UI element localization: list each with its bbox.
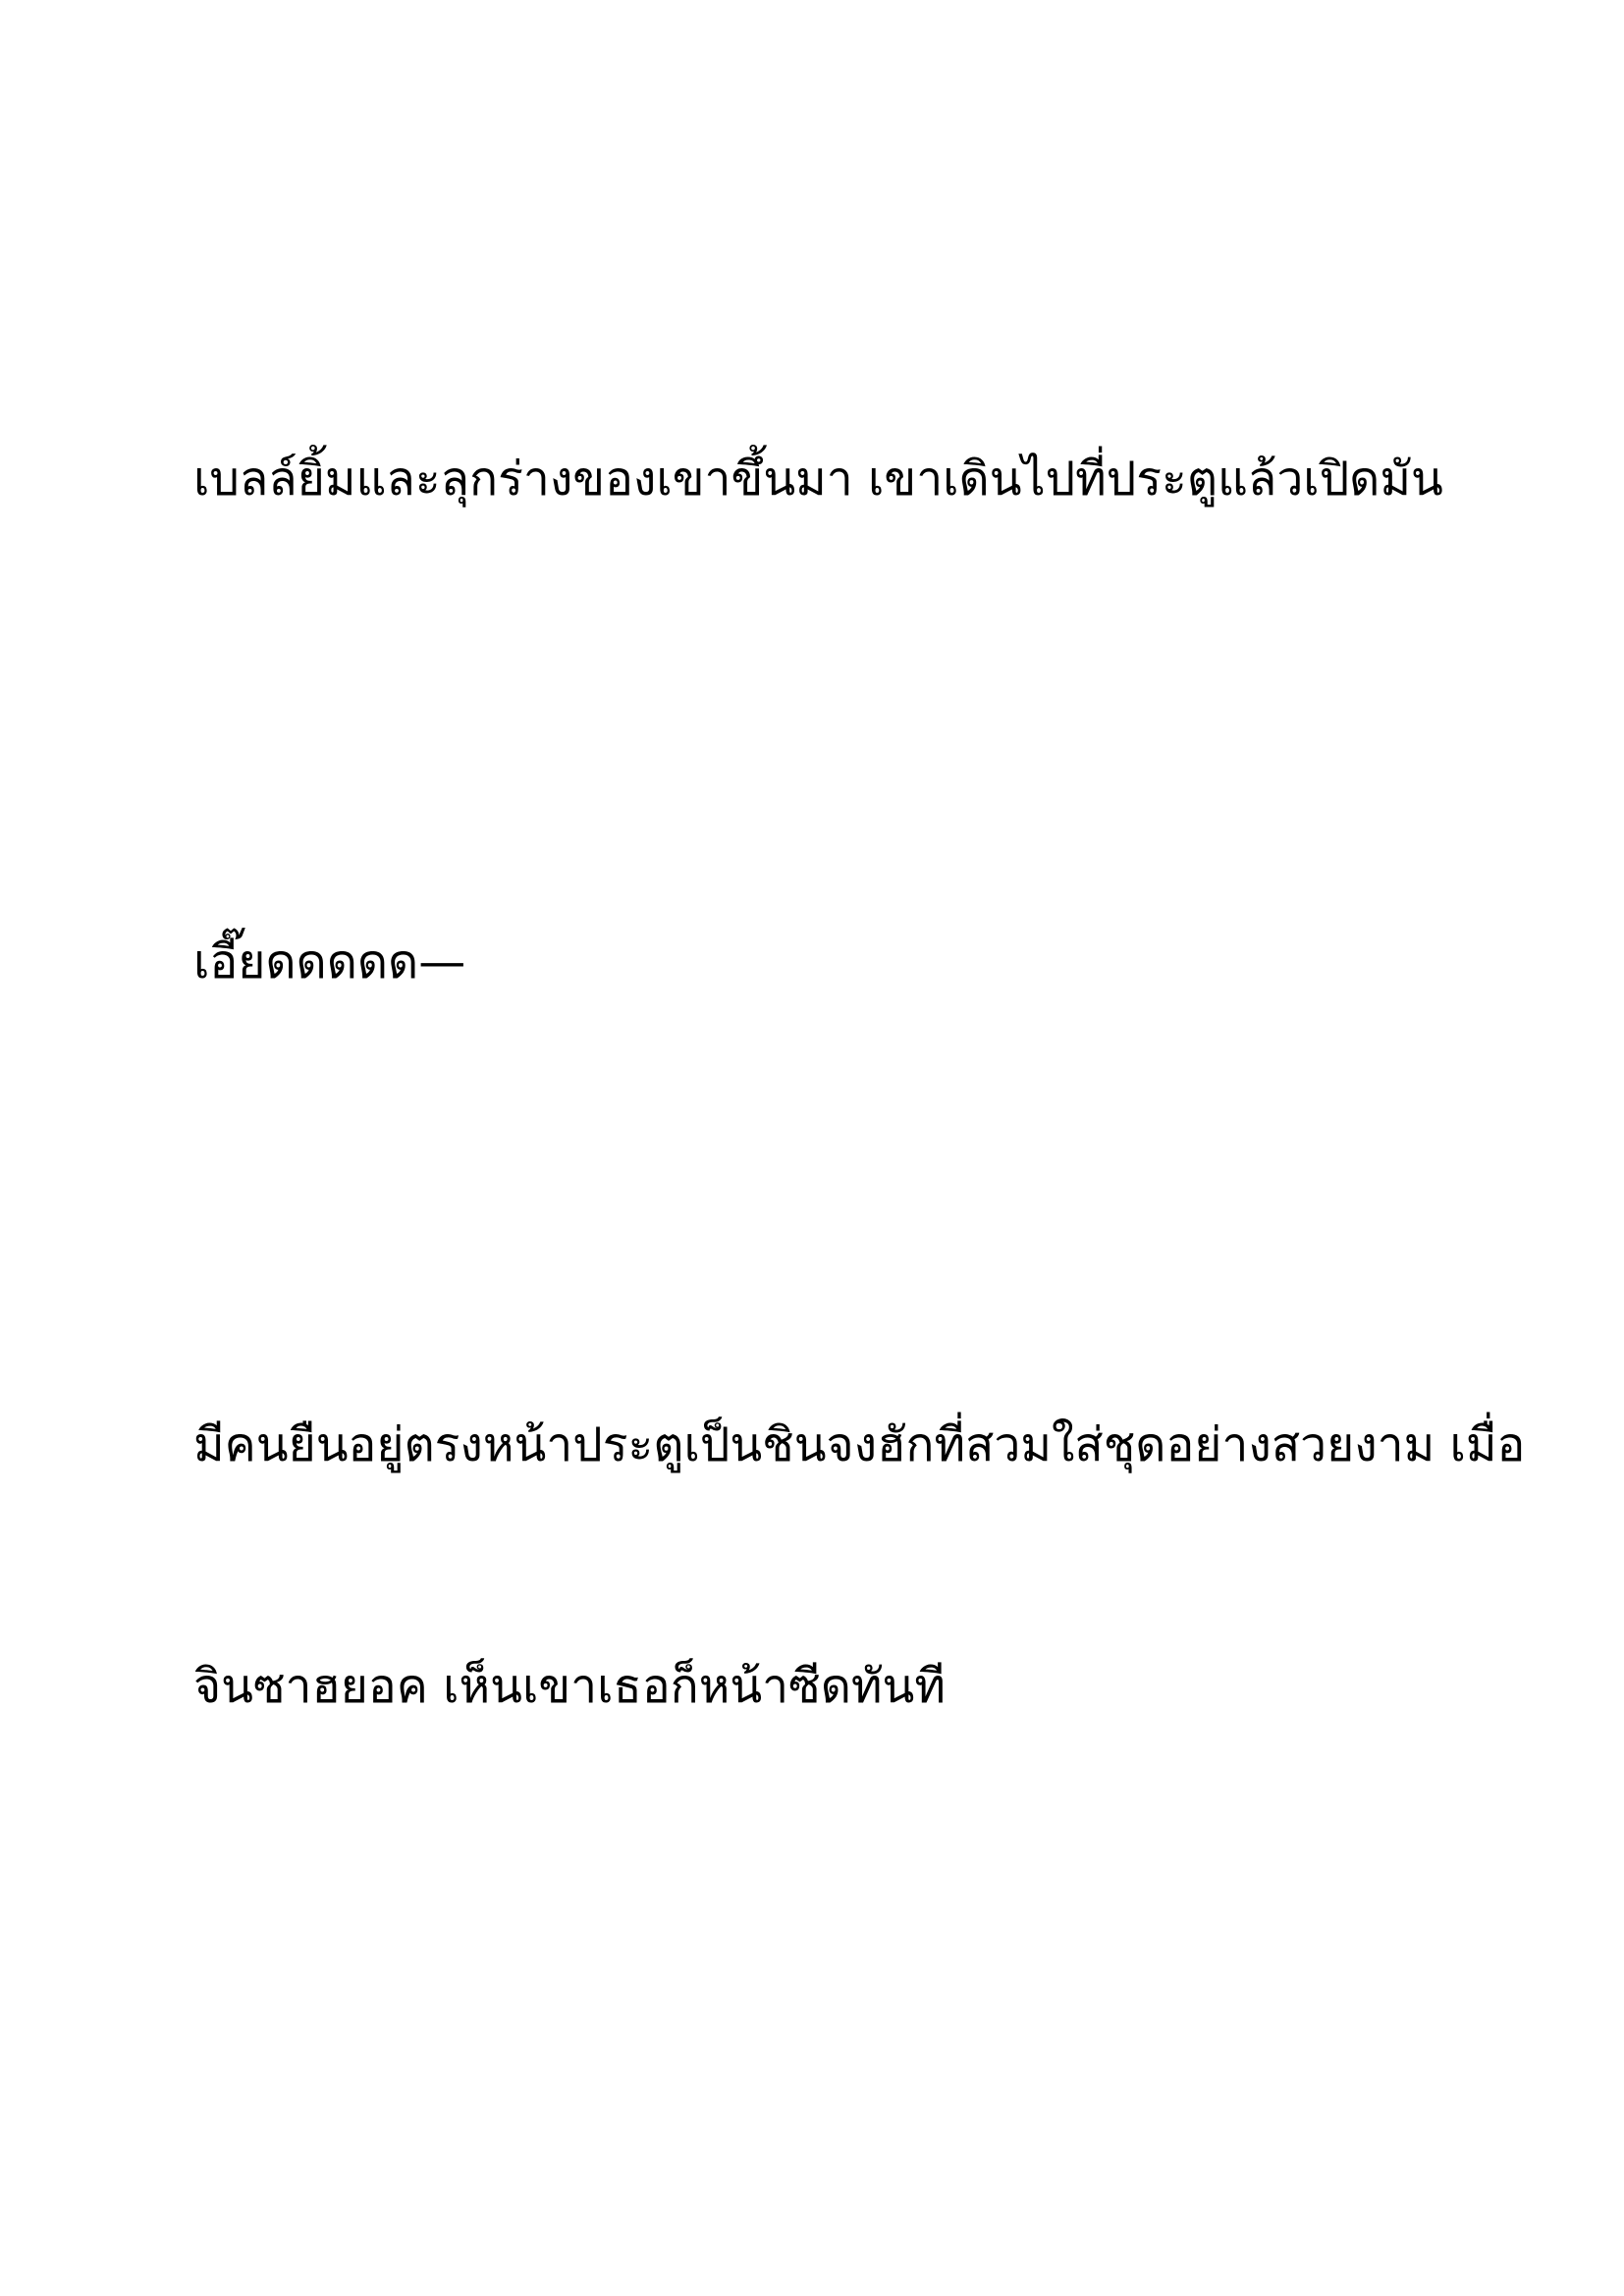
- paragraph-line: มีคนยืนอยู่ตรงหน้าประตูเป็นชินจงฮักที่สวมใส่ชุดอย่างสวยงาม เมื่อ: [193, 1417, 1526, 1472]
- paragraph-line: เบลล์ยิ้มและลุกร่างของเขาขึ้นมา เขาเดินไปที่ประตูแล้วเปิดมัน: [193, 452, 1443, 507]
- paragraph-line: จินซาฮยอค เห็นเขาเธอก็หน้าซีดทันที: [193, 1659, 946, 1714]
- sound-effect-line: เอี๊ยดดดดด—: [193, 934, 466, 989]
